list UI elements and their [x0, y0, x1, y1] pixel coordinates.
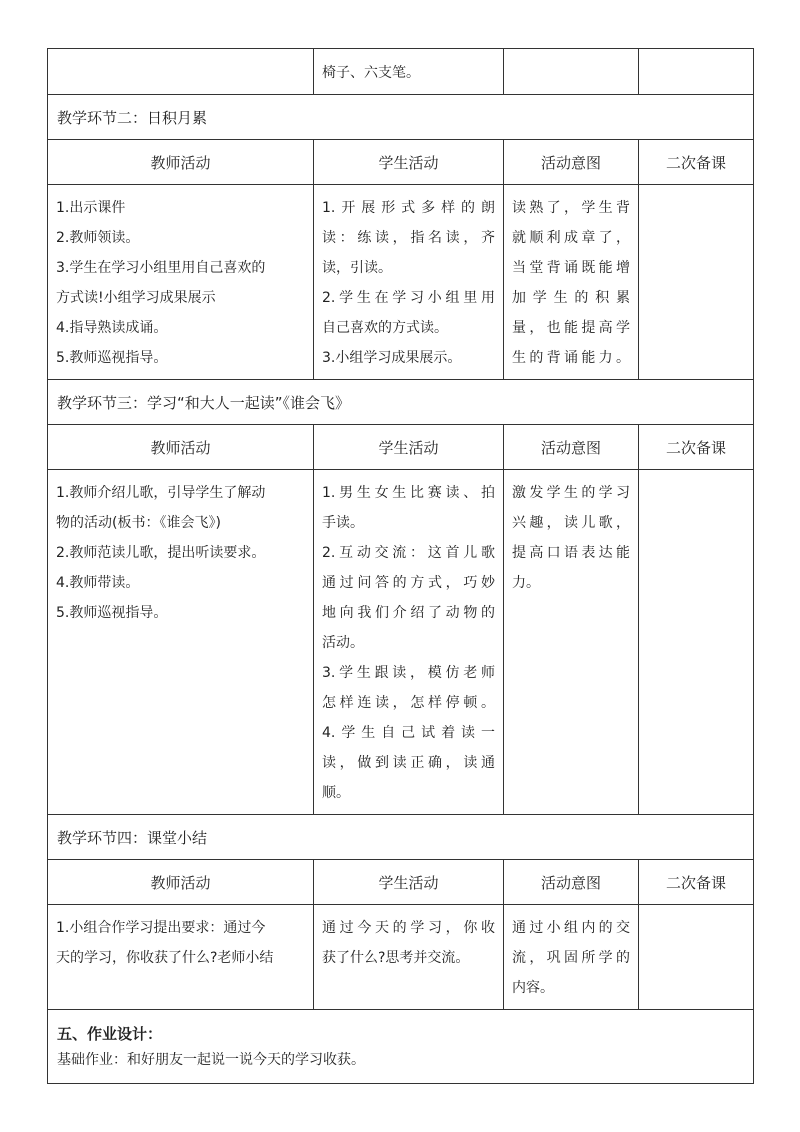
text-line: 内容。 — [512, 980, 554, 996]
section-title: 教学环节三：学习“和大人一起读”《谁会飞》 — [48, 380, 754, 425]
text-line: 读熟了，学生背 — [512, 200, 630, 216]
text-line: 天的学习，你收获了什么?老师小结 — [56, 950, 274, 966]
text-line: 加学生的积累 — [512, 290, 630, 306]
teacher-cell — [48, 49, 314, 95]
text-line: 怎样连读，怎样停顿。 — [322, 695, 495, 711]
teacher-activity-cell — [48, 185, 314, 380]
header-teacher-activity: 教师活动 — [48, 425, 314, 470]
text-line: 方式读!小组学习成果展示 — [56, 290, 216, 306]
section-title-row — [48, 380, 754, 425]
continuation-row — [48, 49, 754, 95]
student-activity-cell — [314, 470, 504, 815]
text-line: 提高口语表达能 — [512, 545, 630, 561]
teacher-activity-cell — [48, 905, 314, 1010]
text-line: 2.教师领读。 — [56, 230, 140, 246]
section-title: 教学环节二：日积月累 — [48, 95, 754, 140]
continuation-text: 椅子、六支笔。 — [322, 64, 420, 81]
student-activity-cell — [314, 905, 504, 1010]
text-line: 手读。 — [322, 515, 364, 531]
text-line: 3.小组学习成果展示。 — [322, 350, 462, 366]
homework-title: 五、作业设计： — [57, 1025, 163, 1043]
homework-text: 基础作业：和好朋友一起说一说今天的学习收获。 — [57, 1052, 365, 1068]
section-title-row — [48, 815, 754, 860]
activity-intent-cell — [504, 905, 639, 1010]
text-line: 1.开展形式多样的朗 — [322, 200, 495, 216]
text-line: 力。 — [512, 575, 540, 591]
homework-row — [48, 1010, 754, 1084]
text-line: 地向我们介绍了动物的 — [322, 605, 495, 621]
second-prep-cell — [639, 49, 754, 95]
text-line: 量，也能提高学 — [512, 320, 630, 336]
text-line: 3.学生跟读，模仿老师 — [322, 665, 495, 681]
text-line: 1.小组合作学习提出要求：通过今 — [56, 920, 266, 936]
text-line: 通过今天的学习，你收 — [322, 920, 495, 936]
student-activity-cell — [314, 185, 504, 380]
header-activity-intent: 活动意图 — [504, 860, 639, 905]
text-line: 2.教师范读儿歌，提出听读要求。 — [56, 545, 266, 561]
text-line: 生的背诵能力。 — [512, 350, 630, 366]
text-line: 读，引读。 — [322, 260, 392, 276]
second-prep-cell — [639, 470, 754, 815]
text-line: 物的活动(板书：《谁会飞》) — [56, 515, 221, 531]
header-activity-intent: 活动意图 — [504, 140, 639, 185]
text-line: 1.出示课件 — [56, 200, 126, 216]
header-teacher-activity: 教师活动 — [48, 140, 314, 185]
content-row — [48, 470, 754, 815]
activity-intent-cell — [504, 470, 639, 815]
column-header-row — [48, 425, 754, 470]
text-line: 活动。 — [322, 635, 364, 651]
text-line: 5.教师巡视指导。 — [56, 605, 168, 621]
header-activity-intent: 活动意图 — [504, 425, 639, 470]
second-prep-cell — [639, 905, 754, 1010]
section-title-row — [48, 95, 754, 140]
text-line: 3.学生在学习小组里用自己喜欢的 — [56, 260, 266, 276]
text-line: 读，做到读正确，读通 — [322, 755, 495, 771]
teacher-activity-cell — [48, 470, 314, 815]
text-line: 2.学生在学习小组里用 — [322, 290, 495, 306]
header-student-activity: 学生活动 — [314, 140, 504, 185]
header-second-prep: 二次备课 — [639, 425, 754, 470]
text-line: 4.学生自己试着读一 — [322, 725, 495, 741]
text-line: 通过问答的方式，巧妙 — [322, 575, 495, 591]
text-line: 5.教师巡视指导。 — [56, 350, 168, 366]
text-line: 流，巩固所学的 — [512, 950, 630, 966]
text-line: 读：练读，指名读，齐 — [322, 230, 495, 246]
text-line: 1.教师介绍儿歌，引导学生了解动 — [56, 485, 266, 501]
text-line: 1.男生女生比赛读、拍 — [322, 485, 495, 501]
homework-cell — [48, 1010, 754, 1084]
text-line: 激发学生的学习 — [512, 485, 630, 501]
second-prep-cell — [639, 185, 754, 380]
student-cell — [314, 49, 504, 95]
header-second-prep: 二次备课 — [639, 140, 754, 185]
text-line: 4.指导熟读成诵。 — [56, 320, 168, 336]
text-line: 4.教师带读。 — [56, 575, 140, 591]
text-line: 2.互动交流：这首儿歌 — [322, 545, 495, 561]
text-line: 兴趣，读儿歌， — [512, 515, 630, 531]
header-teacher-activity: 教师活动 — [48, 860, 314, 905]
text-line: 顺。 — [322, 785, 350, 801]
lesson-plan-document — [47, 48, 753, 1084]
header-student-activity: 学生活动 — [314, 860, 504, 905]
section-title: 教学环节四：课堂小结 — [48, 815, 754, 860]
activity-intent-cell — [504, 185, 639, 380]
text-line: 通过小组内的交 — [512, 920, 630, 936]
intent-cell — [504, 49, 639, 95]
header-student-activity: 学生活动 — [314, 425, 504, 470]
text-line: 获了什么?思考并交流。 — [322, 950, 470, 966]
column-header-row — [48, 860, 754, 905]
content-row — [48, 185, 754, 380]
text-line: 自己喜欢的方式读。 — [322, 320, 448, 336]
content-row — [48, 905, 754, 1010]
text-line: 就顺利成章了， — [512, 230, 630, 246]
text-line: 当堂背诵既能增 — [512, 260, 630, 276]
column-header-row — [48, 140, 754, 185]
header-second-prep: 二次备课 — [639, 860, 754, 905]
lesson-plan-table — [47, 48, 754, 1084]
